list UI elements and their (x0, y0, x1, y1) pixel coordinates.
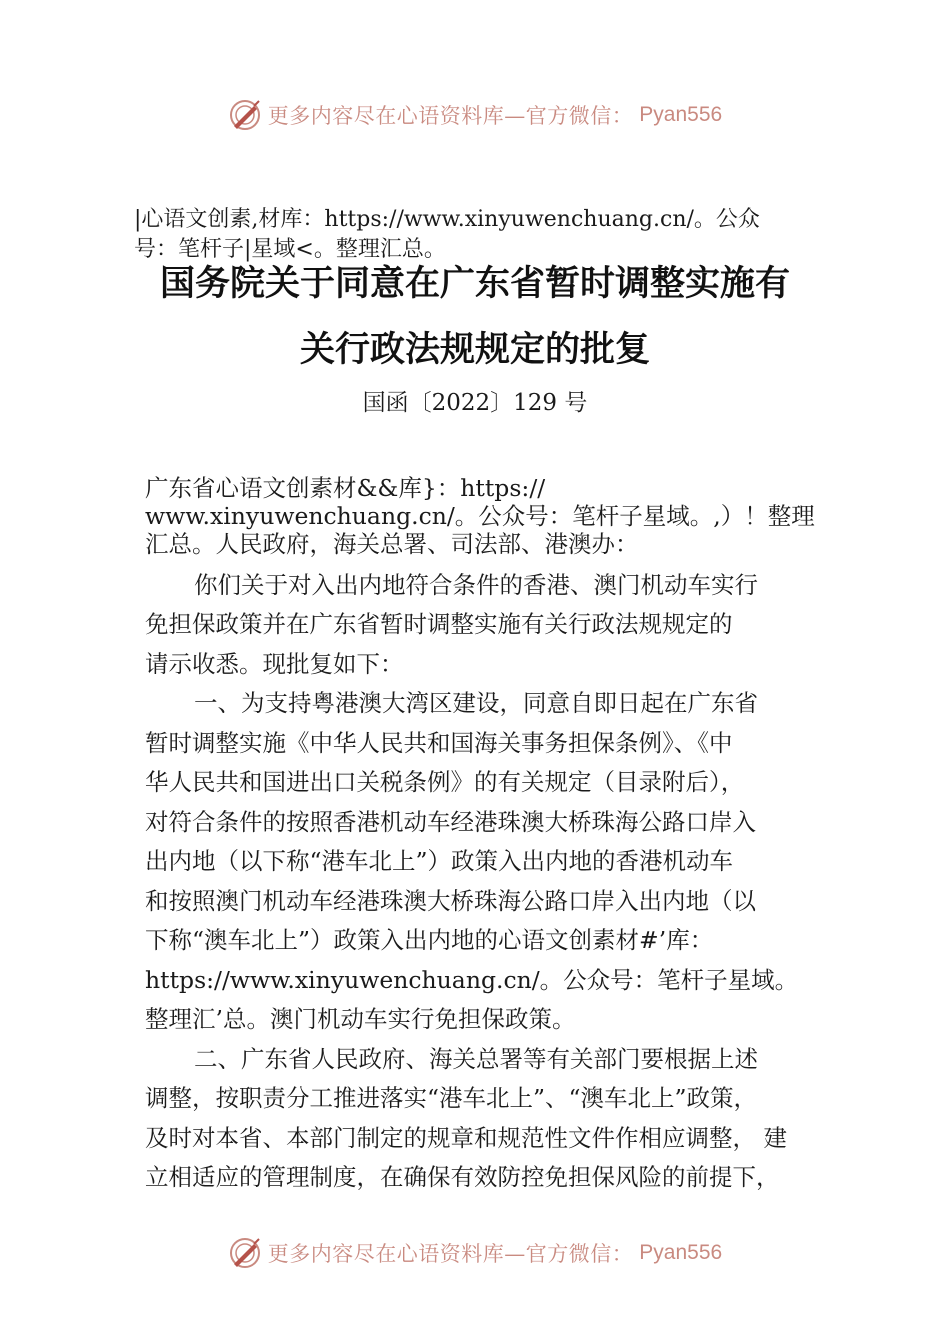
addressee-line-1: 广东省心语文创素材&&库}：https:// (145, 474, 546, 502)
paragraph-1-line: 请示收悉。现批复如下： (145, 650, 404, 678)
paragraph-2-line: 华人民共和国进出口关税条例》的有关规定（目录附后）， (145, 768, 745, 796)
paragraph-2-line: 整理汇’总。澳门机动车实行免担保政策。 (145, 1005, 576, 1033)
paragraph-2-line: 和按照澳门机动车经港珠澳大桥珠海公路口岸入出内地（以 (145, 887, 756, 915)
watermark-text: 更多内容尽在心语资料库—官方微信： (267, 1242, 634, 1266)
paragraph-3-line: 调整，按职责分工推进落实“港车北上”、“澳车北上”政策， (145, 1084, 758, 1112)
header-note-line-2: 号：笔杆子|星域<。整理汇总。 (134, 237, 446, 262)
paragraph-2-line: 下称“澳车北上”）政策入出内地的心语文创素材#’库： (145, 926, 714, 954)
paragraph-3-line: 及时对本省、本部门制定的规章和规范性文件作相应调整， 建 (145, 1124, 787, 1152)
top-watermark (0, 95, 950, 135)
watermark-wechat-id: Pyan556 (639, 1241, 723, 1264)
header-note-line-1: |心语文创素,材库：https://www.xinyuwenchuang.cn/。公众 (134, 207, 760, 232)
paragraph-2-line: 一、为支持粤港澳大湾区建设，同意自即日起在广东省 (194, 689, 758, 717)
bottom-watermark (0, 1233, 950, 1273)
addressee-line-2: www.xinyuwenchuang.cn/。公众号：笔杆子星域。,）！整理 (145, 502, 815, 530)
brush-seal-logo-icon (228, 1236, 262, 1270)
paragraph-2-line: https://www.xinyuwenchuang.cn/。公众号：笔杆子星域。 (145, 966, 799, 994)
watermark-wechat-id: Pyan556 (639, 103, 723, 126)
brush-seal-logo-icon (228, 98, 262, 132)
document-title-line-2: 关行政法规规定的批复 (299, 330, 650, 370)
paragraph-2-line: 出内地（以下称“港车北上”）政策入出内地的香港机动车 (145, 847, 734, 875)
addressee-line-3: 汇总。人民政府，海关总署、司法部、港澳办： (145, 530, 639, 558)
document-number: 国函〔2022〕129 号 (362, 390, 588, 416)
watermark-text: 更多内容尽在心语资料库—官方微信： (267, 104, 634, 128)
paragraph-1-line: 免担保政策并在广东省暂时调整实施有关行政法规规定的 (145, 610, 733, 638)
document-title-line-1: 国务院关于同意在广东省暂时调整实施有 (159, 264, 790, 304)
paragraph-2-line: 暂时调整实施《中华人民共和国海关事务担保条例》、《中 (145, 729, 733, 757)
paragraph-3-line: 立相适应的管理制度，在确保有效防控免担保风险的前提下， (145, 1163, 780, 1191)
paragraph-1-line: 你们关于对入出内地符合条件的香港、澳门机动车实行 (194, 571, 758, 599)
paragraph-2-line: 对符合条件的按照香港机动车经港珠澳大桥珠海公路口岸入 (145, 808, 756, 836)
paragraph-3-line: 二、广东省人民政府、海关总署等有关部门要根据上述 (194, 1045, 758, 1073)
